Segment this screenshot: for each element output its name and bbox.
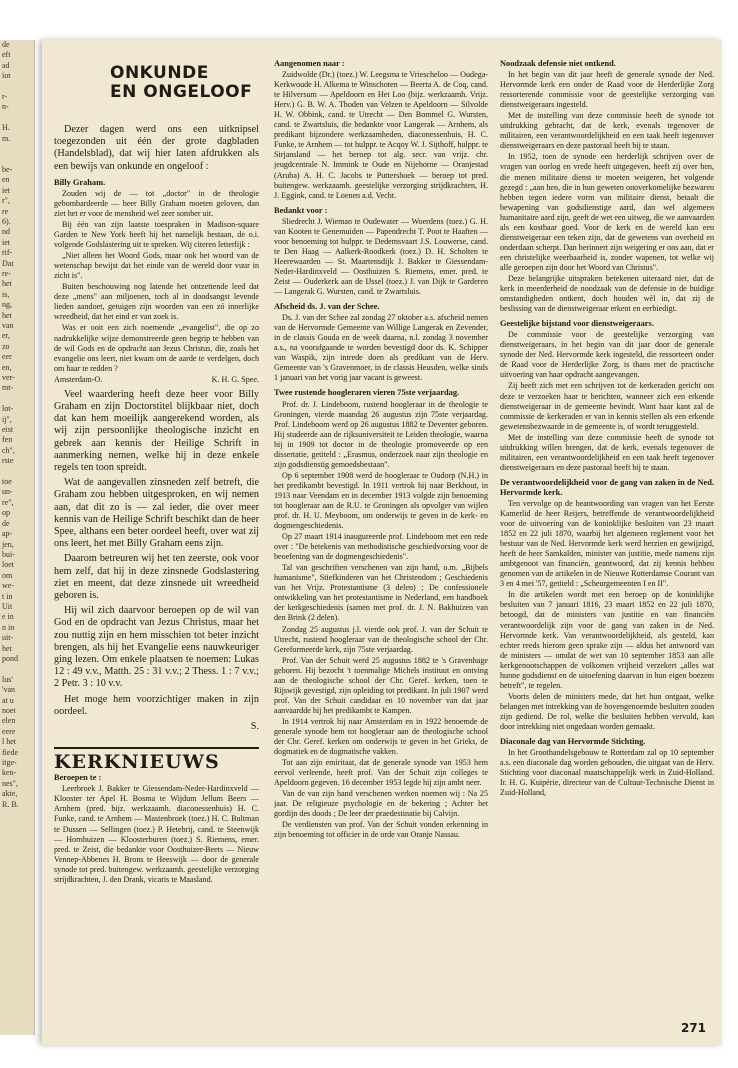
news-paragraph: In het begin van dit jaar heeft de generale synode der Ned. Hervormde kerk een onder de Raad voor de Herderlijke Zorg ressorterende commissie voor de geestelijke verzorging van dienstweigeraars ingesteld. [500, 70, 714, 110]
quote-place: Amsterdam-O. [54, 374, 103, 384]
previous-page-fragment: rif- [2, 248, 13, 258]
news-subheading: Diaconale dag van Hervormde Stichting. [500, 737, 646, 747]
news-paragraph: Prof. Van der Schuit werd 25 augustus 1882 te 's Gravenhage geboren. Hij bezocht 't toenmalige Michels instituut en ontving aan de theologische school der Chr. Geref. kerken, toen te Rijswijk gevestigd, zijn opleiding tot predikant. In juli 1907 werd prof. Van der Schuit candidaat en 10 november van dat jaar aanvaardde hij het predikambt te Kampen. [274, 655, 488, 715]
news-paragraph: In die artikelen wordt met een beroep op de koninklijke besluiten van 7 januari 1816, 23 maart 1852 en 22 juli 1870, betoogd, dat de ministers van justitie en van financiën verantwoordelijk zijn voor de gang van zaken in de Ned. Hervormde kerk. Van verantwoordelijkheid, als gesteld, kan echter reeds hierom geen sprake zijn — aldus het antwoord van de ministers — omdat de wet van 10 september 1853 aan alle kerkgenootschappen de volkomen vrijheid verzekert „alles wat hunne godsdienst en de uitoefening daarvan in hun eigen boezem betreft", te regelen. [500, 590, 714, 690]
news-flow-part-2 [274, 59, 488, 841]
article-paragraph: Veel waardering heeft deze heer voor Billy Graham en zijn Doctorstitel blijkbaar niet, doch dat kan hem moeilijk aangerekend worden, als wij zijn persoonlijke theologische inzicht en gebrek aan kennis der Heilige Schrift in aanmerking nemen, welke hij in deze enkele regels ten toon spreidt. [54, 388, 259, 473]
news-paragraph: Tot aan zijn emiritaat, dat de generale synode van 1953 hem eervol verleende, heeft prof. Van der Schuit zijn colleges te Apeldoorn gegeven. 16 december 1953 legde hij zijn ambt neer. [274, 758, 488, 788]
previous-page-fragment: nes", [2, 778, 18, 788]
news-paragraph: Tal van geschriften verschenen van zijn hand, o.m. „Bijbels humanisme", Stiefkinderen van het Christendom ; Geschiedenis van het Vrijz. Protestantisme (3 delen) ; De confessionele ontwikkeling van het protestantisme in Nederland, een handboek der kerkgeschiedenis (samen met prof. dr. J. N. Bakhuizen van den Brink (2 delen). [274, 563, 488, 623]
previous-page-fragment: mt- [2, 383, 14, 393]
previous-page-fragment: ng, [2, 300, 12, 310]
previous-page-fragment: fen [2, 435, 13, 445]
news-paragraph: In 1952, toen de synode een herderlijk schrijven over de vragen van oorlog en vrede heeft uitgegeven, heeft zij over hen, die menen militaire dienst te moeten weigeren, het volgende gezegd : „aan hen, die in hun geweten onoverkomelijke bezwaren hebben tegen iedere vorm van militaire dienst, betaalt die bewapening van godsdienstige aard, dan wel algemeen humanitaire aard zijn, geeft de wet een uitweg, die we aanvaarden als een kostbaar goed. Voor de kerk en de wereld kan een dienstweigeraar een teken zijn, dat de gewetens van overheid en onderdaan scherpt. Dan herinnert zijn weigering er ons aan, dat er een christelijke weerbaarheid is, zonder wapenen, tot welke wij alle geroepen zijn door het Woord van Christus". [500, 152, 714, 272]
news-paragraph: Met de instelling van deze commissie heeft de synode tot uitdrukking willen brengen, dat de kerk, evenals tegenover de militairen, een verantwoordelijkheid en een taak heeft tegenover dienstweigeraars en deze pastoraal heeft bij te staan. [500, 432, 714, 472]
previous-page-fragment: lot- [2, 404, 14, 414]
article-intro: Dezer dagen werd ons een uitknipsel toegezonden uit één der grote dagbladen (Handelsblad), dat wij hier laten afdrukken als een bewijs van onkunde en ongeloof : [54, 124, 259, 172]
previous-page-edge [0, 40, 35, 1035]
news-paragraph: Voorts delen de ministers mede, dat het hun ontgaat, welke belangen met intrekking van de bovengenoemde besluiten zouden zijn gediend. De rol, welke die besluiten hebben vervuld, kan door intrekking niet ongedaan worden gemaakt. [500, 691, 714, 731]
previous-page-fragment: elen [2, 716, 16, 726]
previous-page-fragment: H. [2, 123, 10, 133]
previous-page-fragment: we- [2, 581, 14, 591]
heading-line-1: ONKUNDE [110, 63, 209, 83]
news-subheading: Afscheid ds. J. van der Schee. [274, 302, 380, 312]
previous-page-fragment [0, 113, 34, 123]
news-subheading: Noodzaak defensie niet ontkend. [500, 59, 616, 68]
news-subheading: Beroepen te : [54, 773, 102, 783]
previous-page-fragment: iet [2, 185, 10, 195]
article-paragraph: Daarom betreuren wij het ten zeerste, ook voor hem zelf, dat hij in deze zinsnede Godslastering ziet en meent, dat deze zinsnede uit wreedheid geboren is. [54, 553, 259, 601]
previous-page-fragment: ver- [2, 373, 15, 382]
column-2 [274, 54, 488, 1029]
heading-line-2: EN ONGELOOF [110, 82, 253, 102]
previous-page-fragment: ken- [2, 768, 17, 778]
news-subheading: Twee rustende hoogleraren vieren 75ste verjaardag. [274, 388, 460, 398]
quote-paragraph: Buiten beschouwing nog latende het ontzettende leed dat deze „mens" aan miljoenen, toch al in doodsangst levende lieden aandoet, getuigen zijn woorden van een zó innerlijke wreedheid, dat het eind er van zoek is. [54, 282, 259, 322]
kerknieuws-heading: KERKNIEUWS [54, 751, 220, 774]
article-signature: S. [250, 721, 259, 733]
previous-page-fragment: ad [2, 60, 10, 70]
previous-page-fragment: en, [2, 362, 12, 372]
quote-title: Billy Graham. [54, 177, 106, 187]
previous-page-fragment: n in [2, 622, 15, 632]
previous-page-fragment: un- [2, 487, 13, 497]
previous-page-fragment: l het [2, 737, 16, 747]
quote-paragraph: Bij één van zijn laatste toespraken in Madison-square Garden te New York heeft hij het namelijk bestaan, de o.i. volgende Godslastering uit te spreken. Wij citeren letterlijk : [54, 220, 259, 250]
article-paragraph: Hij wil zich daarvoor beroepen op de wil van God en de opdracht van Jezus Christus, maar het zou nuttig zijn en hem misschien tot beter inzicht brengen, als hij het Evangelie eens nauwkeuriger ging lezen. Om enkele plaatsen te noemen: Lukas 12 : 49 v.v., Matth. 25 : 31 v.v.; 2 Thess. 1 : 7 v.v.; 2 Petr. 3 : 10 v.v. [54, 605, 259, 690]
previous-page-fragment: eer [2, 352, 12, 362]
previous-page-fragment: is, [2, 289, 10, 299]
quoted-letter [54, 189, 259, 374]
previous-page-fragment [0, 664, 34, 674]
previous-page-fragment: r", [2, 196, 10, 206]
previous-page-fragment: Uit [2, 601, 13, 611]
quote-paragraph: „Niet alleen het Woord Gods, maar ook het woord van de wetenschap bewijst dat het einde van de wereld door vuur in zicht is". [54, 251, 259, 281]
previous-page-fragment: bui- [2, 549, 15, 559]
quote-signature [54, 375, 259, 385]
previous-page-fragment: noet [2, 706, 16, 715]
previous-page-fragment [0, 144, 34, 154]
previous-page-fragment: toe [2, 477, 12, 487]
news-paragraph: Met de instelling van deze commissie heeft de synode tot uitdrukking gebracht, dat de kerk, evenals tegenover de militairen, een verantwoordelijkheid en een taak heeft tegenover dienstweigeraars en deze pastoraal heeft bij te staan. [500, 111, 714, 151]
previous-page-fragment [0, 82, 34, 92]
news-paragraph: Op 6 september 1908 werd de hoogleraar te Oudorp (N.H.) in het predikambt bevestigd. In 1911 vertrok hij naar Berkhout, in 1913 naar Veendam en in december 1913 volgde zijn benoeming tot hoogleraar aan de R.U. te Groningen als opvolger van wijlen prof. dr. H. U. Meyboom, om onderwijs te geven in de kerk- en dogmengeschiedenis. [274, 470, 488, 531]
previous-page-fragment: at u [2, 695, 14, 705]
previous-page-fragment: Dat [2, 258, 14, 268]
previous-page-fragment: r- [2, 92, 8, 102]
section-divider [54, 747, 259, 749]
previous-page-fragment: re- [2, 268, 11, 278]
news-paragraph: Zondag 25 augustus j.l. vierde ook prof. J. van der Schuit te Utrecht, rustend hoogleraar van de theologische school der Chr. Gereformeerde kerk, zijn 75ste verjaardag. [274, 624, 488, 654]
previous-page-fragment: iet [2, 237, 10, 247]
column-3 [500, 54, 714, 1029]
article-heading [110, 64, 259, 102]
previous-page-fragment: rste [2, 456, 14, 466]
news-paragraph: Prof. dr. J. Lindeboom, rustend hoogleraar in de theologie te Groningen, vierde maandag 26 augustus zijn 75ste verjaardag. Prof. Lindeboom werd op 26 augustus 1882 te Deventer geboren. Hij studeerde aan de rijksuniversiteit te Leiden theologie, waarna hij in 1909 tot doctor in de theologie promoveerde op een dissertatie, getiteld : „Erasmus, onderzoek naar zijn theologie en zijn godsdienstig gemoedsbestaan". [274, 399, 488, 469]
previous-page-fragment: iot [2, 71, 11, 81]
previous-page-fragment [0, 154, 34, 164]
previous-page-fragment: het [2, 643, 12, 653]
news-flow-part-1 [54, 773, 259, 885]
previous-page-fragment: jen, [2, 539, 14, 549]
previous-page-fragment: eist [2, 425, 14, 435]
quote-paragraph: Zouden wij de — tot „doctor" in de theologie gebombardeerde — heer Billy Graham moeten geloven, dan ziet het er voor de mensheid wel zeer somber uit. [54, 188, 259, 218]
news-paragraph: De commissie voor de geestelijke verzorging van dienstweigeraars, in het begin van dit jaar door de generale synode der Ned. Hervormde kerk ingesteld, die ressorteert onder de Raad voor de Herderlijke Zorg, is thans met de practische uitvoering van haar opdracht aangevangen. [500, 330, 714, 380]
previous-page-fragment: loet [2, 560, 14, 570]
previous-page-fragment: lus' [2, 674, 13, 684]
news-subheading: Bedankt voor : [274, 205, 328, 215]
news-paragraph: Ds. J. van der Schee zal zondag 27 oktober a.s. afscheid nemen van de Hervormde Gemeente van Willige Langerak en Zevender, in de classis Gouda en de week daarna, n.l. zondag 3 november a.s., na voorafgaande te worden bevestigd door ds. K. Schipper van Waspik, zijn intrede doen als predikant van de Herv. Gemeente van 's Gravenmoer, in de classis Heusden, welke sinds 1 januari van het vorig jaar vacant is geweest. [274, 313, 488, 383]
news-paragraph: Zuidwolde (Dr.) (toez.) W. Leegsma te Vriescheloo — Oudega-Kerkwoude H. Alkema te Winschoten — Beerta A. de Coq, cand. te Hilversum — Apeldoorn en Het Loo (bijz. werkzaamh. Vrijz. Herv.) G. B. W. A. Thoden van Velzen te Apeldoorn — Silvolde H. W. Obbink, cand. te Utrecht — Den Bommel G. Wursten, cand. te Zwartsluis, die bedankte voor Langerak — Arnhem, als predikant bijzondere werkzaamheden, diaconessenhuis, H. C. Funke, te Arnhem — tot hulppr. te Acqoy W. J. Sijthoff, hulppr. te Sirjansland — het beroep tot alg. secr. van vrijz. chr. jeugdcentrale N. Immink te Oude en Nijehorne — Oranjestad (Aruba) A. H. C. Jacobs te Puttershoek — beroep tot pred. buitengew. werkzaamh. geestelijke verzorging strijdkrachten, H. J. Eggink, cand. te Loenen a.d. Vecht. [274, 70, 488, 200]
previous-page-fragment: er, [2, 331, 10, 341]
previous-page-fragment: e in [2, 612, 14, 622]
previous-page-fragment: eft [2, 50, 11, 60]
previous-page-fragment: nd [2, 227, 10, 237]
previous-page-fragment: zo [2, 341, 10, 351]
previous-page-fragment: het [2, 310, 12, 320]
previous-page-fragment: van [2, 320, 14, 330]
news-paragraph: Zij heeft zich met een schrijven tot de kerkeraden gericht om deze te verzoeken haar te berichten, wanneer zich een erkende dienstweigeraar in de gemeente bevindt. Want haar kant zal de commissie de kerkeraden er van in kennis stellen als een erkende gewetensbezwaarde in de gemeente is, of wordt teruggesteld. [500, 381, 714, 431]
previous-page-fragment: pond [2, 653, 18, 663]
previous-page-fragment: het [2, 279, 12, 289]
previous-page-fragment: 'van [2, 685, 15, 695]
news-subheading: Aangenomen naar : [274, 59, 345, 68]
news-paragraph: In 1914 vertrok hij naar Amsterdam en in 1922 benoemde de generale synode hem tot hoogleraar aan de theologische school der Chr. Geref. kerken om onderwijs te geven in het Grieks, de dogmatiek en de dogmatische vakken. [274, 716, 488, 757]
news-paragraph: Van de van zijn hand verschenen werken noemen wij : Na 25 jaar. De religieuze psychologie en de bekering ; Achter het gordijn des doods ; De leer der praedestinatie bij Calvijn. [274, 789, 488, 819]
previous-page-fragment: op [2, 508, 10, 518]
previous-page-fragment: ij", [2, 414, 12, 424]
previous-page-fragment: ch", [2, 445, 15, 455]
article-paragraph: Wat de aangevallen zinsneden zelf betreft, die Graham zou hebben uitgesproken, en wij nemen aan, dat dit zo is — zal ieder, die over meer kennis van de Heilige Schrift beschikt dan de heer Spee, althans een beter oordeel heeft, over wat zij ons leert, het met Billy Graham eens zijn. [54, 477, 259, 550]
news-subheading: Geestelijke bijstand voor dienstweigeraars. [500, 319, 654, 329]
previous-page-fragment: R. B. [2, 799, 19, 809]
previous-page-fragment: itge- [2, 758, 17, 768]
previous-page-fragment: de [2, 40, 10, 49]
previous-page-fragment: ap- [2, 529, 13, 539]
previous-page-fragment: t in [2, 591, 13, 601]
news-paragraph: Leerbroek J. Bakker te Giessendam-Neder-Hardinxveld — Klooster ter Apel H. Bosma te Wijdum Jellum Beers — Arnhem (pred. bijz. werkzaamh. diaconessenhuis) H. C. Funke, cand. te Arnhem — Mastenbroek (toez.) H. C. Bultman te Dussen — Sellingen (toez.) P. Hetebrij, cand. te Steenwijk — Hornhuizen — Kloosterburen (toez.) S. Riemens, emer. pred. te Zeist, die bedankte voor Oosthuizer-Beets — Nieuw Vennep-Abbenes H. Brons te Heeswijk — door de generale synode tot pred. buitengew. werkzaamh. geestelijke verzorging strijdkrachten, J. den Drank, vicaris te Maasland. [54, 784, 259, 884]
article-body [54, 389, 259, 718]
previous-page-fragment: m. [2, 133, 11, 143]
previous-page-fragment: be- [2, 164, 13, 174]
previous-page-fragment: en [2, 175, 10, 185]
news-paragraph: Op 27 maart 1914 inaugureerde prof. Lindeboom met een rede over : "De betekenis van methodistische geschiedvorsing voor de beoefening van de dogmengeschiedenis". [274, 532, 488, 562]
previous-page-fragment: akte, [2, 789, 18, 799]
quote-author: K. H. G. Spee. [211, 374, 259, 384]
page-number: 271 [680, 1021, 706, 1035]
previous-page-fragment [0, 394, 34, 404]
news-flow-part-3 [500, 59, 714, 798]
quote-paragraph: Was er ooit een zich noemende „evangelist", die op zo nadrukkelijke wijze demonstreerde geen begrip te hebben van de wil Gods en de opdracht aan Jezus Christus, die, zoals het evangelie ons leert, niet kwam om de aarde te verdelgen, doch om haar te redden ? [54, 323, 259, 373]
previous-page-fragment [0, 467, 34, 477]
news-paragraph: In het Groothandelsgebouw te Rotterdam zal op 10 september a.s. een diaconale dag worden gehouden, die uitgaat van de Herv. Stichting voor diaconaal maatschappelijk werk in Zuid-Holland. Ir. H. G. Kuipérie, directeur van de Cultuur-Technische Dienst in Zuid-Holland, [500, 748, 714, 798]
previous-page-fragment: uit- [2, 633, 14, 643]
previous-page-fragment: de [2, 518, 10, 528]
previous-page-fragment: om [2, 570, 13, 580]
previous-page-fragment: eere [2, 726, 16, 736]
news-paragraph: Deze belangrijke uitspraken betekenen uiteraard niet, dat de kerk in meerderheid de noodzaak van de defensie in de huidige omstandigheden ontkent, doch houden wèl in, dat zij de beslissing van de dienstweigeraar erkent en eerbiedigt. [500, 273, 714, 314]
previous-page-fragment: 6). [2, 216, 11, 226]
magazine-page [42, 40, 722, 1045]
news-subheading: De verantwoordelijkheid voor de gang van zaken in de Ned. Hervormde kerk. [500, 477, 714, 497]
article-paragraph: Het moge hem voorzichtiger maken in zijn oordeel. [54, 693, 259, 717]
column-1 [54, 54, 259, 1029]
previous-page-fragment: n- [2, 102, 9, 112]
previous-page-fragment: re", [2, 497, 14, 507]
previous-page-fragment: re [2, 206, 9, 216]
news-paragraph: De verdiensten van prof. Van der Schuit vonden erkenning in zijn benoeming tot officier in de orde van Oranje Nassau. [274, 820, 488, 840]
news-paragraph: Ten vervolge op de beantwoording van vragen van het Eerste Kamerlid de heer Reijers, betreffende de verantwoordelijkheid voor de uitvoering van de koninklijke besluiten van 23 maart 1852 en 22 juli 1870, waarbij het algemeen reglement voor het bestuur van de Ned. Hervormde kerk werd herzien en gewijzigd, heeft de heer Samkalden, minister van justitie, mede namens zijn ambtgenoot van financiën, geantwoord, dat zij kennis hebben genomen van de artikelen in de Nieuwe Rotterdamse Courant van 3 en 4 mei '57, getiteld : „Scheurgemeenten I en II". [500, 498, 714, 589]
previous-page-fragment: fiede [2, 747, 18, 757]
news-paragraph: Sliedrecht J. Wieman te Oudewater — Woerdens (toez.) G. H. van Kooten te Genemuiden — Papendrecht T. Poot te Haaften — voor benoeming tot hulppr. te Dedemsvaart J.S. Louwerse, cand. te Den Haag — Aalkerk-Roodkerk (toez.) D. H. Scholten te Heerewaarden — St. Maartensdijk J. Bakker te Giessendam-Neder-Hardinxveld — Oosthuizen S. Riemens, emer. pred. te Zeist — Ouderkerk aan de IJssel (toez.) J. van Dijk te Garderen — Langerak G. Wursten, cand. te Zwartsluis. [274, 216, 488, 297]
